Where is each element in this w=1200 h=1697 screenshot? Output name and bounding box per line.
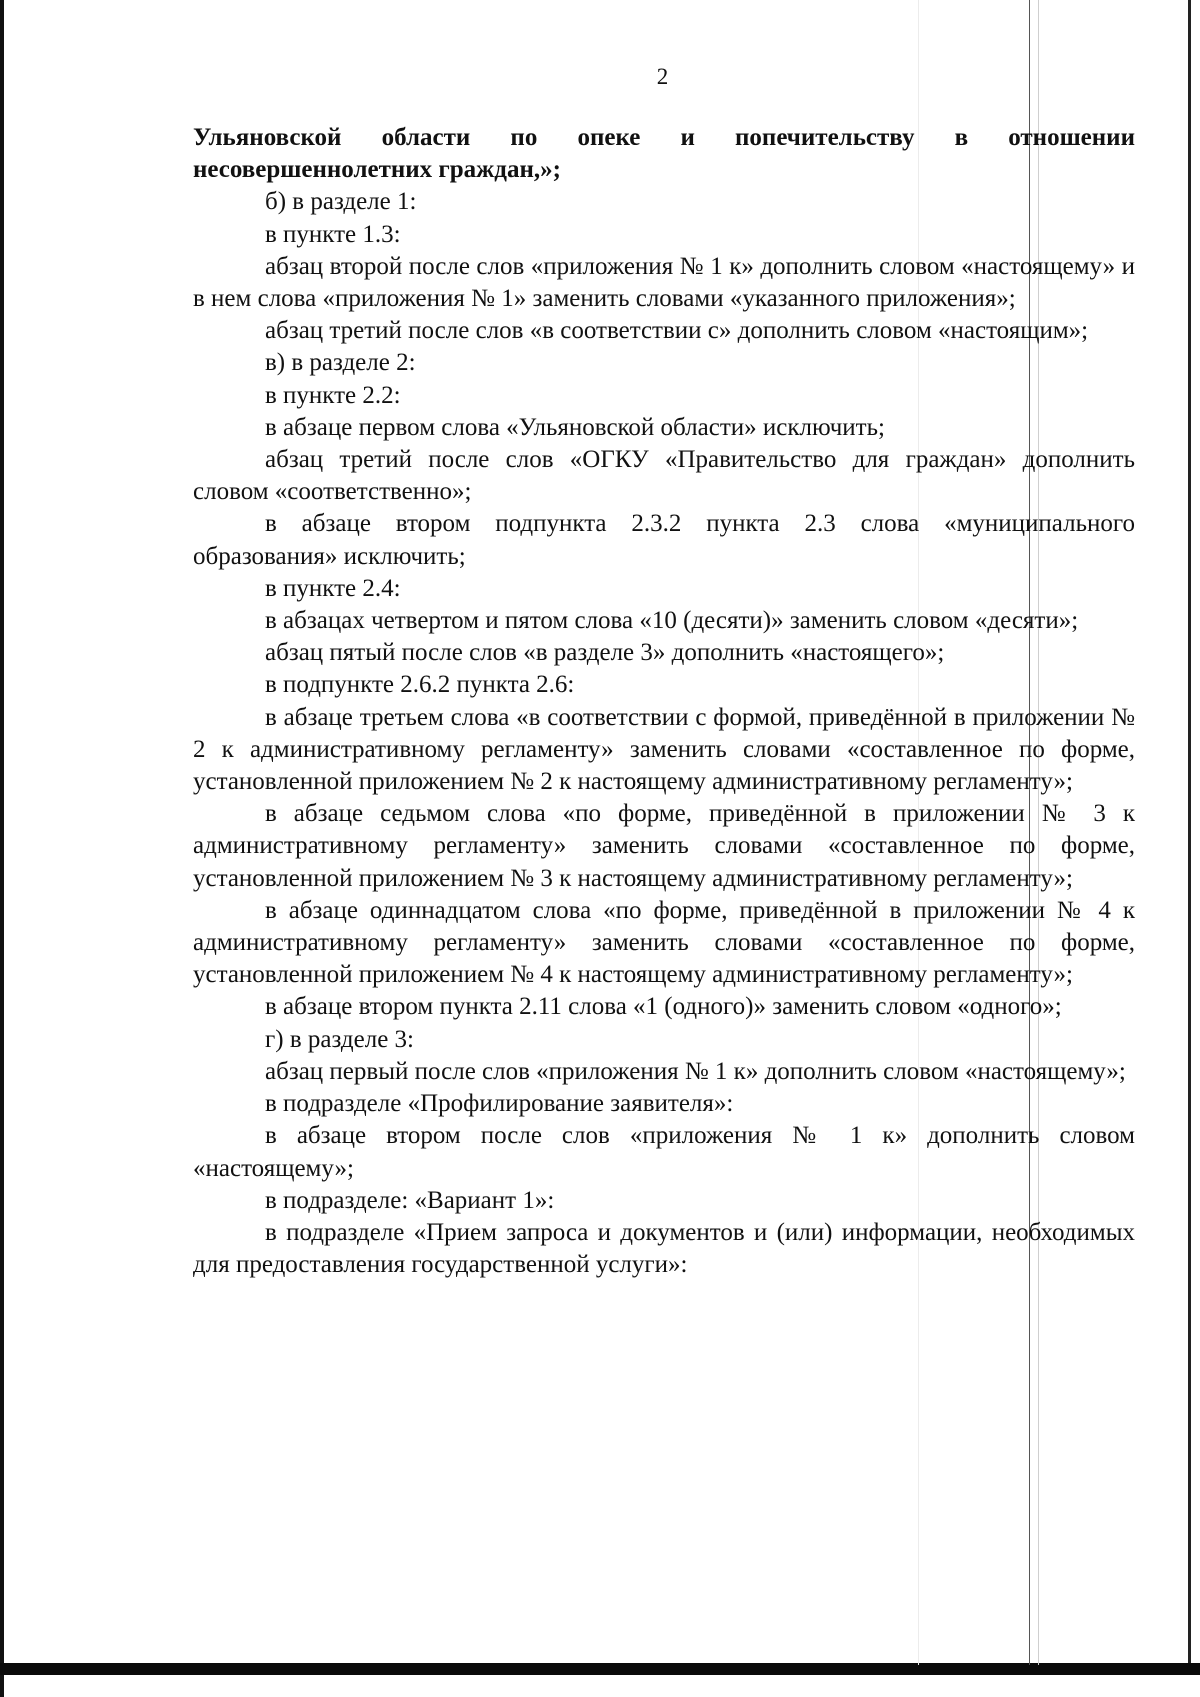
paragraph: б) в разделе 1: [265,188,417,216]
paragraph: в абзаце седьмом слова «по форме, приведённой в приложении № 3 к административному регламенту» заменить словами «составленное по форме, установленной приложением № 3 к настоящему административному регламенту»; [193,800,1135,892]
paragraph: в абзаце втором пункта 2.11 слова «1 (одного)» заменить словом «одного»; [265,993,1062,1021]
scan-edge-bottom [0,1663,1200,1675]
paragraph: в подразделе: «Вариант 1»: [265,1186,555,1214]
paragraph: в пункте 1.3: [265,220,401,248]
paragraph: абзац третий после слов «ОГКУ «Правительство для граждан» дополнить словом «соответственно»; [193,446,1135,506]
paragraph: в пункте 2.2: [265,381,401,409]
page-number: 2 [656,64,669,89]
paragraph: в подпункте 2.6.2 пункта 2.6: [265,671,575,699]
paragraph: в абзаце втором подпункта 2.3.2 пункта 2.3 слова «муниципального образования» исключить; [193,510,1135,570]
paragraph: абзац третий после слов «в соответствии с» дополнить словом «настоящим»; [265,317,1089,345]
paragraph: в пункте 2.4: [265,574,401,602]
document-body [193,122,1135,1281]
paragraph: в абзаце одиннадцатом слова «по форме, приведённой в приложении № 4 к административному регламенту» заменить словами «составленное по форме, установленной приложением № 4 к настоящему административному регламенту»; [193,896,1135,989]
paragraph: г) в разделе 3: [265,1025,414,1053]
paragraph: в абзаце первом слова «Ульяновской области» исключить; [265,413,885,441]
paragraph: в абзацах четвертом и пятом слова «10 (десяти)» заменить словом «десяти»; [265,607,1079,635]
paragraph: в) в разделе 2: [265,349,416,377]
paragraph: в абзаце третьем слова «в соответствии с формой, приведённой в приложении № 2 к административному регламенту» заменить словами «составленное по форме, установленной приложением № 2 к настоящему административному регламенту»; [193,703,1135,796]
paragraph: абзац первый после слов «приложения № 1 к» дополнить словом «настоящему»; [265,1057,1126,1085]
paragraph: в абзаце втором после слов «приложения № 1 к» дополнить словом «настоящему»; [193,1122,1135,1182]
scan-edge-left [0,0,4,1697]
paragraph: в подразделе «Прием запроса и документов и (или) информации, необходимых для предоставления государственной услуги»: [193,1218,1135,1279]
paragraph-heading-continuation: Ульяновской области по опеке и попечительству в отношении несовершеннолетних граждан,»; [193,124,1135,184]
paragraph: абзац второй после слов «приложения № 1 к» дополнить словом «настоящему» и в нем слова «приложения № 1» заменить словами «указанного приложения»; [193,252,1135,313]
paragraph: абзац пятый после слов «в разделе 3» дополнить «настоящего»; [265,639,945,667]
scan-edge-right [1188,0,1191,1665]
paragraph: в подразделе «Профилирование заявителя»: [265,1090,734,1118]
